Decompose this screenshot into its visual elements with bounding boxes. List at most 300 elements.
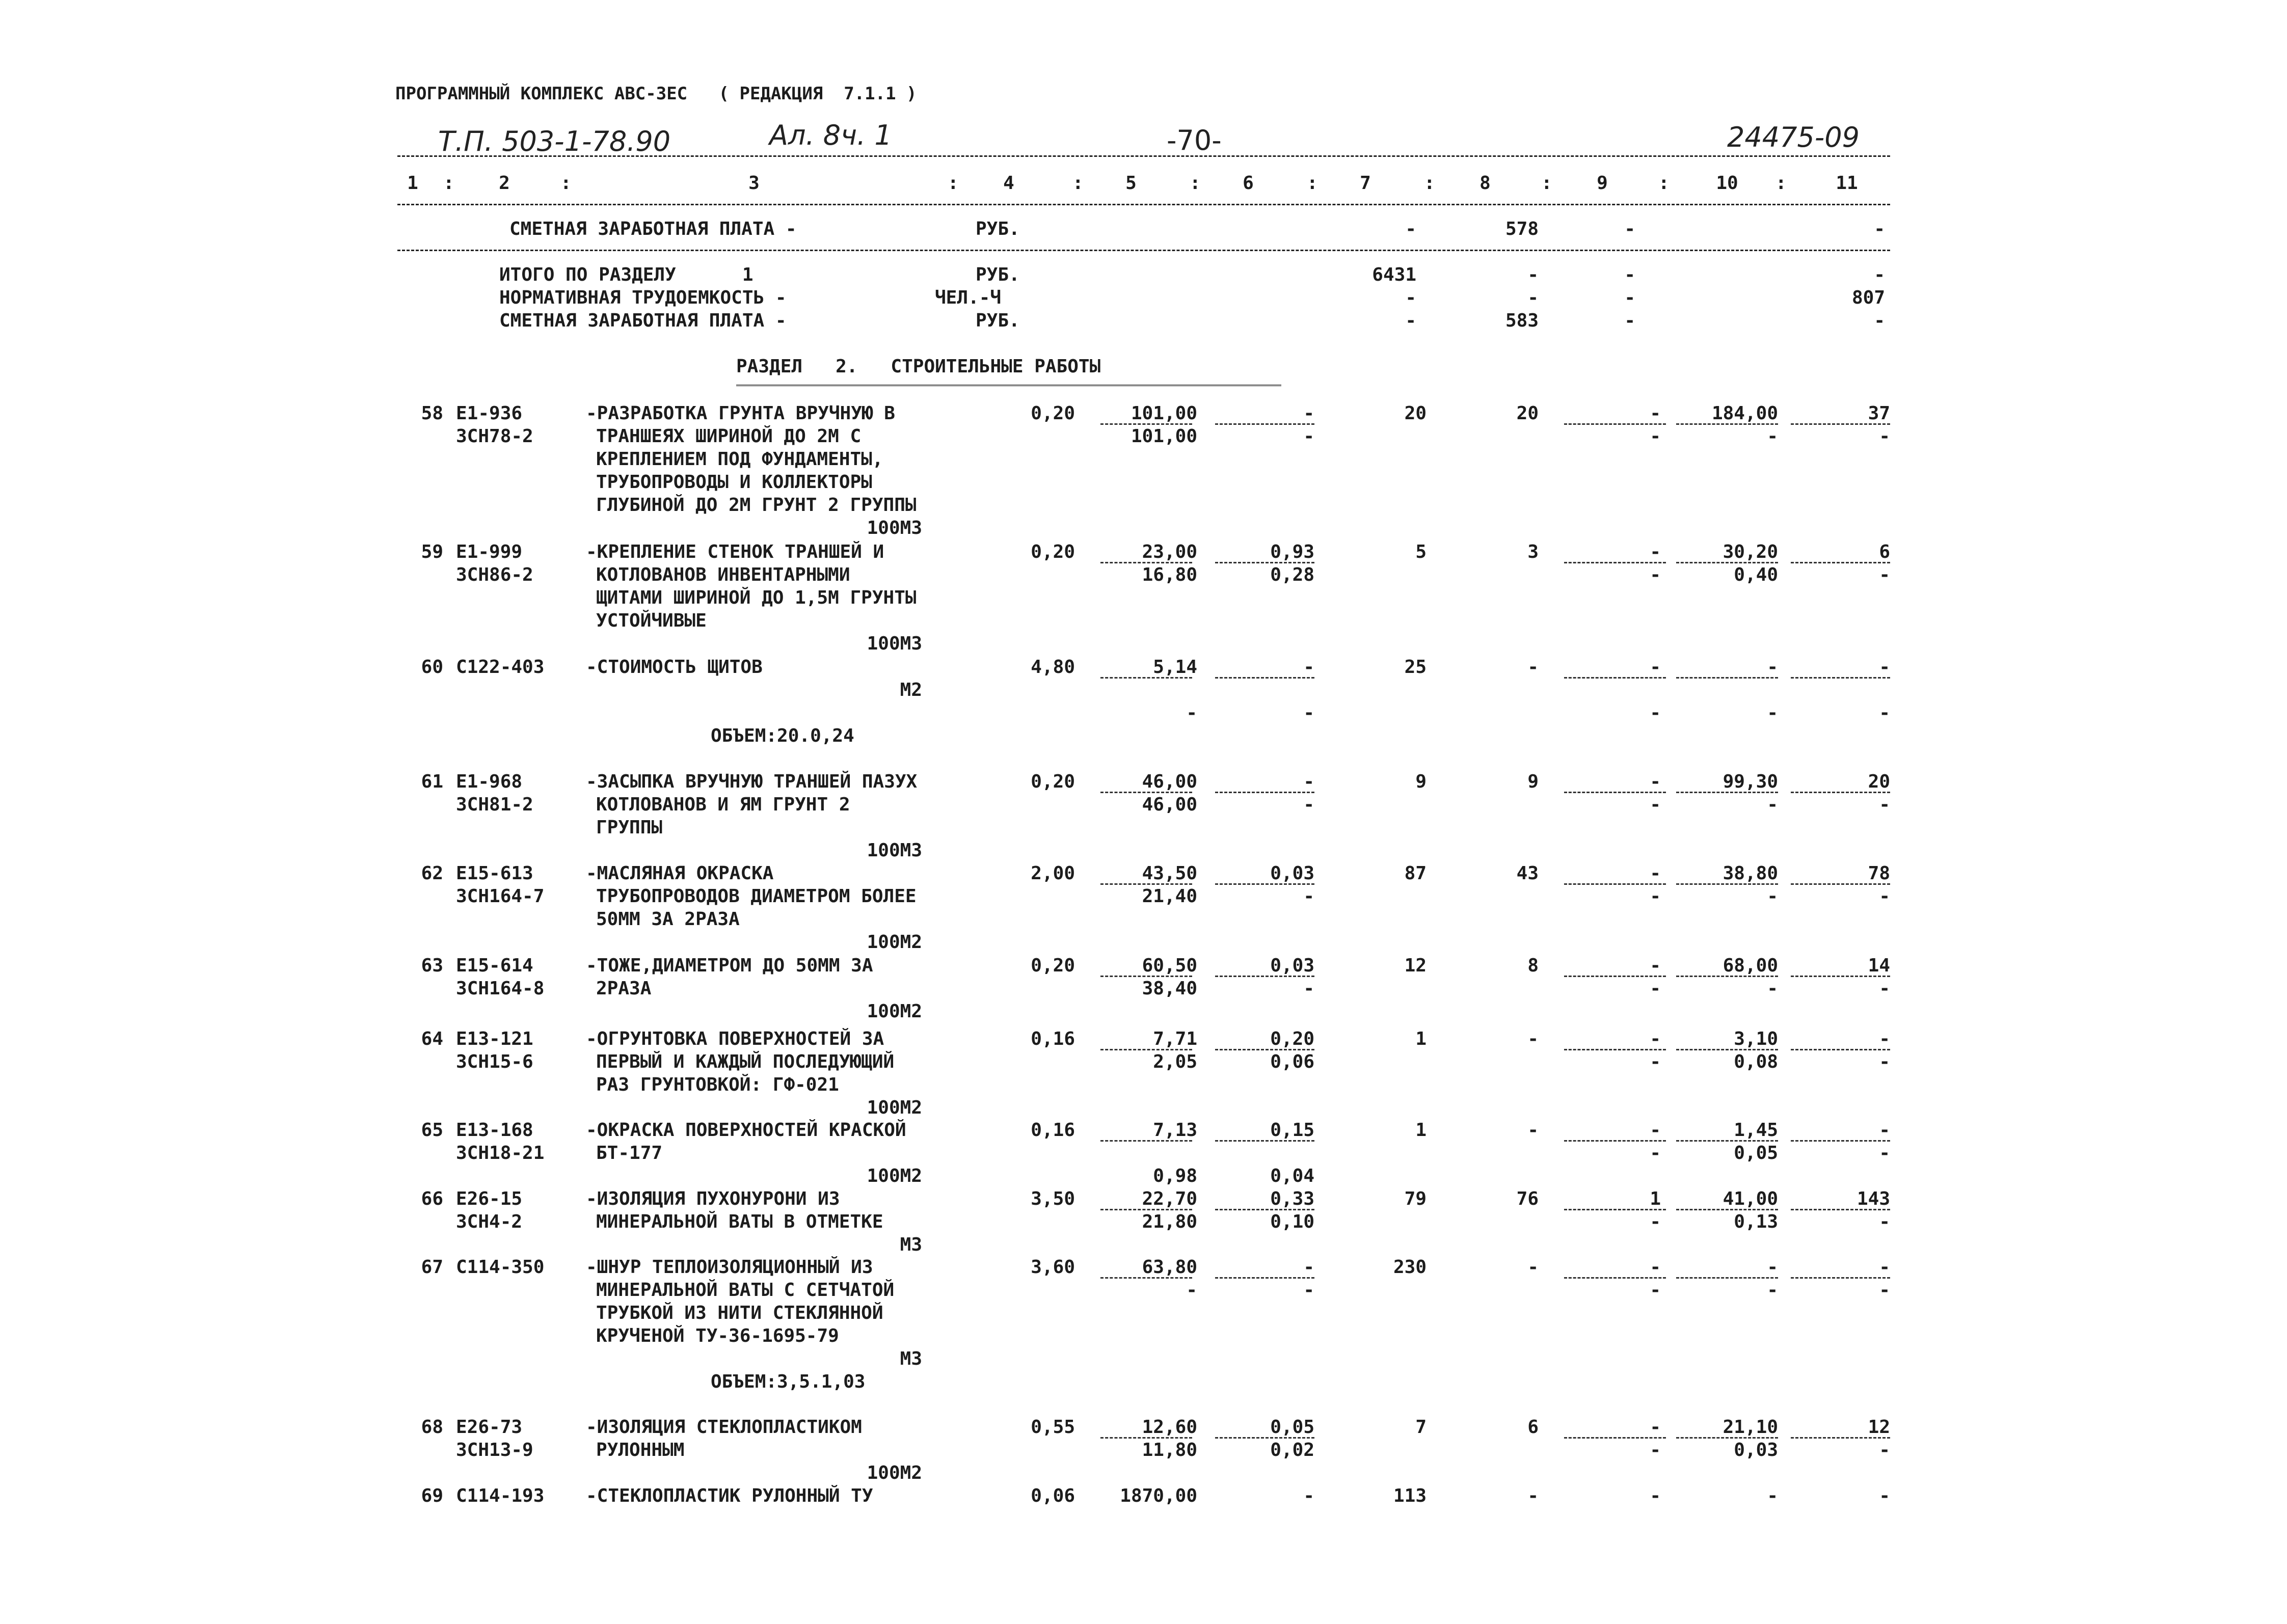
norm-code: 3СН164-7 — [456, 886, 545, 907]
cell-c6: - — [1303, 1257, 1314, 1278]
cell-c8: 20 — [1516, 403, 1539, 424]
cell-c8: 6 — [1527, 1417, 1539, 1438]
description-line: МИНЕРАЛЬНОЙ ВАТЫ С СЕТЧАТОЙ — [596, 1280, 895, 1301]
col-10: 10 — [1716, 173, 1738, 194]
sub-cell-c11b: - — [1879, 564, 1890, 585]
unit-of-measure: 100М2 — [867, 932, 922, 953]
labor-unit: ЧЕЛ.-Ч — [935, 287, 1002, 308]
sub-rule — [1215, 1049, 1314, 1050]
cell-c11: - — [1879, 1028, 1890, 1049]
cell-c5: 7,13 — [1153, 1120, 1197, 1141]
cell-c5: 5,14 — [1153, 657, 1197, 678]
labor-c11: 807 — [1851, 287, 1885, 308]
cell-c5: 43,50 — [1142, 863, 1197, 884]
itogo-label: ИТОГО ПО РАЗДЕЛУ 1 — [499, 264, 754, 285]
row-number: 63 — [421, 955, 443, 976]
sub-cell-c10b: 0,40 — [1734, 564, 1778, 585]
price-code: Е26-73 — [456, 1417, 523, 1438]
cell-c10: 30,20 — [1723, 542, 1778, 562]
col-4: 4 — [1003, 173, 1014, 194]
sub-rule — [1791, 677, 1890, 679]
description-line: УСТОЙЧИВЫЕ — [596, 610, 707, 631]
row-number: 61 — [421, 771, 443, 792]
cell-c9: - — [1650, 1485, 1661, 1506]
cell-c7: 113 — [1393, 1485, 1427, 1506]
norm-code: 3СН15-6 — [456, 1051, 533, 1072]
cell-c4: 0,16 — [1031, 1120, 1075, 1141]
cell-c5: 60,50 — [1142, 955, 1197, 976]
sub-rule — [1100, 976, 1192, 977]
sub-cell-c11b: - — [1879, 794, 1890, 815]
cell-c11: 6 — [1879, 542, 1890, 562]
cell-c6: 0,93 — [1270, 542, 1314, 562]
cell-c11: 12 — [1868, 1417, 1890, 1438]
description-line: -СТОИМОСТЬ ЩИТОВ — [586, 657, 763, 678]
description-line: БТ-177 — [596, 1143, 663, 1163]
unit-of-measure: 100М2 — [867, 1097, 922, 1118]
cell-c7: 7 — [1415, 1417, 1427, 1438]
sub-rule — [1791, 883, 1890, 885]
sub-rule — [1564, 1277, 1666, 1279]
section-title: РАЗДЕЛ 2. СТРОИТЕЛЬНЫЕ РАБОТЫ — [736, 356, 1101, 377]
itogo-c11: - — [1874, 264, 1885, 285]
sub-cell-c6b: - — [1303, 886, 1314, 907]
section-underline — [736, 385, 1281, 386]
sub-cell-c9b: - — [1650, 1051, 1661, 1072]
cell-c10: 99,30 — [1723, 771, 1778, 792]
sub-rule — [1676, 1140, 1778, 1142]
sub-rule — [1676, 1437, 1778, 1439]
price-code: Е1-999 — [456, 542, 523, 562]
cell-c6: - — [1303, 1485, 1314, 1506]
cell-c8: 43 — [1516, 863, 1539, 884]
sub-cell-c5b: 46,00 — [1142, 794, 1197, 815]
cell-c7: 87 — [1404, 863, 1427, 884]
description-line: 2РАЗА — [596, 978, 652, 999]
unit-of-measure: 100М2 — [867, 1166, 922, 1186]
unit-of-measure: 100М2 — [867, 1463, 922, 1483]
sub-cell-c6b: 0,02 — [1270, 1440, 1314, 1460]
sub-rule — [1564, 1049, 1666, 1050]
sub-rule — [1100, 1209, 1192, 1210]
norm-code: 3СН18-21 — [456, 1143, 545, 1163]
description-line: КРУЧЕНОЙ ТУ-36-1695-79 — [596, 1325, 839, 1346]
sub-rule — [1676, 423, 1778, 425]
sub-cell-c5b: 101,00 — [1131, 426, 1197, 447]
description-line: РУЛОННЫМ — [596, 1440, 685, 1460]
description-line: -ИЗОЛЯЦИЯ СТЕКЛОПЛАСТИКОМ — [586, 1417, 862, 1438]
cell-c10: 21,10 — [1723, 1417, 1778, 1438]
description-line: 50ММ ЗА 2РАЗА — [596, 909, 740, 930]
description-line: ТРУБОПРОВОДОВ ДИАМЕТРОМ БОЛЕЕ — [596, 886, 917, 907]
cell-c6: 0,15 — [1270, 1120, 1314, 1141]
description-line: ГЛУБИНОЙ ДО 2М ГРУНТ 2 ГРУППЫ — [596, 495, 917, 516]
album-label: Ал. 8ч. 1 — [769, 119, 892, 151]
price-code: Е13-168 — [456, 1120, 533, 1141]
cell-c9: 1 — [1650, 1188, 1661, 1209]
cell-c7: 12 — [1404, 955, 1427, 976]
volume-note: ОБЪЕМ:3,5.1,03 — [711, 1371, 866, 1392]
sub-cell-c11b: - — [1879, 1143, 1890, 1163]
sub-rule — [1564, 883, 1666, 885]
cell-c7: 9 — [1415, 771, 1427, 792]
sub-rule — [1791, 1049, 1890, 1050]
sub-cell-c11b: - — [1879, 1051, 1890, 1072]
cell-c4: 3,60 — [1031, 1257, 1075, 1278]
sub-rule — [1215, 1437, 1314, 1439]
sub-cell-c6b: 0,28 — [1270, 564, 1314, 585]
sub-rule — [1791, 562, 1890, 563]
cell-c10: 68,00 — [1723, 955, 1778, 976]
sub-cell-c6b: - — [1303, 794, 1314, 815]
sub-rule — [1215, 423, 1314, 425]
sub-cell-c6b: - — [1303, 426, 1314, 447]
sub-rule — [1564, 677, 1666, 679]
wage-c7: - — [1405, 219, 1416, 239]
labor-c8: - — [1527, 287, 1539, 308]
itogo-unit: РУБ. — [976, 264, 1020, 285]
sub-cell-c6b: 0,06 — [1270, 1051, 1314, 1072]
sub-cell-c9b: - — [1650, 1143, 1661, 1163]
sub-rule — [1100, 1140, 1192, 1142]
cell-c8: 76 — [1516, 1188, 1539, 1209]
description-line: ТРУБОПРОВОДЫ И КОЛЛЕКТОРЫ — [596, 472, 872, 493]
cell-c8: - — [1527, 657, 1539, 678]
description-line: -РАЗРАБОТКА ГРУНТА ВРУЧНУЮ В — [586, 403, 895, 424]
document-number: 24475-09 — [1727, 121, 1860, 153]
cell-c4: 0,20 — [1031, 403, 1075, 424]
cell-c4: 0,55 — [1031, 1417, 1075, 1438]
description-line: ПЕРВЫЙ И КАЖДЫЙ ПОСЛЕДУЮЩИЙ — [596, 1051, 895, 1072]
cell-c10: - — [1767, 1485, 1778, 1506]
sub-rule — [1791, 423, 1890, 425]
sub-rule — [1215, 1209, 1314, 1210]
price-code: Е1-968 — [456, 771, 523, 792]
cell-c4: 0,20 — [1031, 955, 1075, 976]
sub-cell-c10b: - — [1767, 702, 1778, 723]
wage2-c11: - — [1874, 310, 1885, 331]
volume-note: ОБЪЕМ:20.0,24 — [711, 725, 854, 746]
sub-cell-c10b: 0,13 — [1734, 1211, 1778, 1232]
sub-rule — [1791, 1140, 1890, 1142]
sub-cell-c5b: 0,98 — [1153, 1166, 1197, 1186]
sub-rule — [1215, 1277, 1314, 1279]
row-number: 66 — [421, 1188, 443, 1209]
wage2-c8: 583 — [1505, 310, 1539, 331]
norm-code: 3СН164-8 — [456, 978, 545, 999]
sub-cell-c9b: - — [1650, 1211, 1661, 1232]
sub-cell-c6b: 0,10 — [1270, 1211, 1314, 1232]
cell-c5: 23,00 — [1142, 542, 1197, 562]
description-line: -МАСЛЯНАЯ ОКРАСКА — [586, 863, 774, 884]
sub-cell-c11b: - — [1879, 886, 1890, 907]
cell-c9: - — [1650, 1257, 1661, 1278]
labor-c7: - — [1405, 287, 1416, 308]
wage-c8: 578 — [1505, 219, 1539, 239]
sub-rule — [1791, 1277, 1890, 1279]
description-line: -ОКРАСКА ПОВЕРХНОСТЕЙ КРАСКОЙ — [586, 1120, 906, 1141]
unit-of-measure: 100М2 — [867, 1001, 922, 1022]
cell-c9: - — [1650, 542, 1661, 562]
wage2-c9: - — [1624, 310, 1635, 331]
cell-c4: 0,06 — [1031, 1485, 1075, 1506]
cell-c9: - — [1650, 657, 1661, 678]
page-number: -70- — [1167, 124, 1222, 156]
col-7: 7 — [1360, 173, 1371, 194]
description-line: МИНЕРАЛЬНОЙ ВАТЫ В ОТМЕТКЕ — [596, 1211, 883, 1232]
wage-unit: РУБ. — [976, 219, 1020, 239]
cell-c10: 1,45 — [1734, 1120, 1778, 1141]
wage2-label: СМЕТНАЯ ЗАРАБОТНАЯ ПЛАТА - — [499, 310, 787, 331]
description-line: КРЕПЛЕНИЕМ ПОД ФУНДАМЕНТЫ, — [596, 449, 883, 470]
sub-cell-c10b: - — [1767, 426, 1778, 447]
cell-c10: 184,00 — [1711, 403, 1778, 424]
row-number: 69 — [421, 1485, 443, 1506]
row-number: 68 — [421, 1417, 443, 1438]
sub-cell-c11b: - — [1879, 702, 1890, 723]
itogo-c7: 6431 — [1372, 264, 1416, 285]
sub-cell-c9b: - — [1650, 426, 1661, 447]
description-line: -СТЕКЛОПЛАСТИК РУЛОННЫЙ ТУ — [586, 1485, 873, 1506]
sub-cell-c9b: - — [1650, 702, 1661, 723]
sub-cell-c6b: - — [1303, 702, 1314, 723]
col-1: 1 — [407, 173, 418, 194]
sub-cell-c11b: - — [1879, 1280, 1890, 1301]
sub-rule — [1564, 423, 1666, 425]
sub-rule — [1564, 562, 1666, 563]
description-line: -ШНУР ТЕПЛОИЗОЛЯЦИОННЫЙ ИЗ — [586, 1257, 873, 1278]
cell-c8: - — [1527, 1257, 1539, 1278]
cell-c5: 7,71 — [1153, 1028, 1197, 1049]
wage-c11: - — [1874, 219, 1885, 239]
sub-cell-c5b: 11,80 — [1142, 1440, 1197, 1460]
sub-cell-c6b: 0,04 — [1270, 1166, 1314, 1186]
price-code: С114-193 — [456, 1485, 545, 1506]
sub-rule — [1791, 1209, 1890, 1210]
cell-c5: 1870,00 — [1120, 1485, 1197, 1506]
wage-label: СМЕТНАЯ ЗАРАБОТНАЯ ПЛАТА - — [509, 219, 797, 239]
price-code: Е1-936 — [456, 403, 523, 424]
unit-of-measure: М3 — [900, 1234, 922, 1255]
program-title: ПРОГРАММНЫЙ КОМПЛЕКС АВС-3ЕС ( РЕДАКЦИЯ 7.1.1 ) — [395, 84, 917, 104]
cell-c4: 0,20 — [1031, 542, 1075, 562]
sub-cell-c9b: - — [1650, 1440, 1661, 1460]
cell-c9: - — [1650, 1120, 1661, 1141]
sub-rule — [1791, 792, 1890, 793]
cell-c10: 3,10 — [1734, 1028, 1778, 1049]
col-8: 8 — [1479, 173, 1491, 194]
description-line: КОТЛОВАНОВ И ЯМ ГРУНТ 2 — [596, 794, 850, 815]
sub-cell-c10b: - — [1767, 978, 1778, 999]
sub-cell-c9b: - — [1650, 1280, 1661, 1301]
description-line: ТРУБКОЙ ИЗ НИТИ СТЕКЛЯННОЙ — [596, 1303, 883, 1323]
description-line: -ЗАСЫПКА ВРУЧНУЮ ТРАНШЕЙ ПАЗУХ — [586, 771, 918, 792]
cell-c11: 143 — [1856, 1188, 1890, 1209]
col-3: 3 — [748, 173, 760, 194]
description-line: КОТЛОВАНОВ ИНВЕНТАРНЫМИ — [596, 564, 850, 585]
sub-cell-c5b: 16,80 — [1142, 564, 1197, 585]
cell-c8: 8 — [1527, 955, 1539, 976]
sub-rule — [1100, 883, 1192, 885]
col-11: 11 — [1836, 173, 1858, 194]
col-6: 6 — [1243, 173, 1254, 194]
sub-rule — [1676, 883, 1778, 885]
sub-rule — [1676, 976, 1778, 977]
sub-rule — [1100, 423, 1192, 425]
cell-c4: 0,20 — [1031, 771, 1075, 792]
norm-code: 3СН86-2 — [456, 564, 533, 585]
cell-c5: 46,00 — [1142, 771, 1197, 792]
labor-label: НОРМАТИВНАЯ ТРУДОЕМКОСТЬ - — [499, 287, 787, 308]
cell-c4: 2,00 — [1031, 863, 1075, 884]
description-line: РАЗ ГРУНТОВКОЙ: ГФ-021 — [596, 1074, 839, 1095]
sub-cell-c5b: 2,05 — [1153, 1051, 1197, 1072]
sub-cell-c9b: - — [1650, 978, 1661, 999]
cell-c10: 41,00 — [1723, 1188, 1778, 1209]
header-rule — [397, 155, 1890, 157]
sub-rule — [1215, 677, 1314, 679]
sub-rule — [1100, 792, 1192, 793]
row-number: 67 — [421, 1257, 443, 1278]
sub-cell-c10b: 0,03 — [1734, 1440, 1778, 1460]
labor-c9: - — [1624, 287, 1635, 308]
cell-c6: 0,33 — [1270, 1188, 1314, 1209]
sub-cell-c9b: - — [1650, 794, 1661, 815]
cell-c10: 38,80 — [1723, 863, 1778, 884]
cell-c10: - — [1767, 1257, 1778, 1278]
cell-c11: - — [1879, 1257, 1890, 1278]
sub-rule — [1100, 1277, 1192, 1279]
description-line: -ОГРУНТОВКА ПОВЕРХНОСТЕЙ ЗА — [586, 1028, 884, 1049]
sub-rule — [1100, 677, 1192, 679]
cell-c8: 9 — [1527, 771, 1539, 792]
unit-of-measure: М2 — [900, 680, 922, 700]
sub-cell-c9b: - — [1650, 564, 1661, 585]
sub-rule — [1100, 562, 1192, 563]
sub-cell-c10b: 0,05 — [1734, 1143, 1778, 1163]
cell-c8: - — [1527, 1485, 1539, 1506]
sub-cell-c11b: - — [1879, 1440, 1890, 1460]
sub-rule — [1676, 792, 1778, 793]
wage-c9: - — [1624, 219, 1635, 239]
cell-c7: 79 — [1404, 1188, 1427, 1209]
sub-cell-c9b: - — [1650, 886, 1661, 907]
cell-c6: - — [1303, 403, 1314, 424]
description-line: ТРАНШЕЯХ ШИРИНОЙ ДО 2М С — [596, 426, 862, 447]
wage2-unit: РУБ. — [976, 310, 1020, 331]
cell-c9: - — [1650, 955, 1661, 976]
norm-code: 3СН78-2 — [456, 426, 533, 447]
sub-rule — [1676, 1277, 1778, 1279]
unit-of-measure: М3 — [900, 1348, 922, 1369]
col-9: 9 — [1597, 173, 1608, 194]
cell-c6: 0,05 — [1270, 1417, 1314, 1438]
cell-c7: 20 — [1404, 403, 1427, 424]
sub-cell-c6b: - — [1303, 978, 1314, 999]
description-line: -ИЗОЛЯЦИЯ ПУХОНУРОНИ ИЗ — [586, 1188, 840, 1209]
sub-rule — [1564, 1437, 1666, 1439]
unit-of-measure: 100М3 — [867, 633, 922, 654]
description-line: ГРУППЫ — [596, 817, 663, 838]
itogo-c8: - — [1527, 264, 1539, 285]
sub-rule — [1215, 562, 1314, 563]
description-line: -КРЕПЛЕНИЕ СТЕНОК ТРАНШЕЙ И — [586, 542, 884, 562]
cell-c11: 20 — [1868, 771, 1890, 792]
cell-c9: - — [1650, 863, 1661, 884]
sub-rule — [1676, 1049, 1778, 1050]
price-code: С122-403 — [456, 657, 545, 678]
project-number: Т.П. 503-1-78.90 — [438, 125, 671, 157]
sub-rule — [1215, 976, 1314, 977]
cell-c11: 78 — [1868, 863, 1890, 884]
sub-cell-c10b: - — [1767, 886, 1778, 907]
sub-rule — [1564, 792, 1666, 793]
estimate-sheet: ПРОГРАММНЫЙ КОМПЛЕКС АВС-3ЕС ( РЕДАКЦИЯ 7.1.1 ) Т.П. 503-1-78.90 Ал. 8ч. 1 -70- 24475-09 1 2 3 4 5 6 7 8 9 10 11 : : : : : : : : : : СМЕТНАЯ ЗАРАБОТНАЯ ПЛАТА - РУБ. - 578 - - ИТОГО ПО РАЗДЕЛУ 1 РУБ. 6431 - - - НОРМАТИВНАЯ ТРУДОЕМКОСТЬ - ЧЕЛ.-Ч - - - 807 СМЕТНАЯ ЗАРАБОТНАЯ ПЛАТА - РУБ. - 583 - - РАЗДЕЛ 2. СТРОИТЕЛЬНЫЕ РАБОТЫ 58 Е1-936 3СН78-2 -РАЗРАБОТКА ГРУНТА ВРУЧНУЮ В ТРАНШЕЯХ ШИРИНОЙ ДО 2М С КРЕПЛЕНИЕМ ПОД ФУНДАМЕНТЫ, ТРУБОПРОВОДЫ И КОЛЛЕКТОРЫ ГЛУБИНОЙ ДО 2М ГРУНТ 2 ГРУППЫ 100М3 0,20 101,00 - 20 20 - 184,00 37 101,00 - - - - 59 Е1-999 3СН86-2 -КРЕПЛЕНИЕ СТЕНОК ТРАНШЕЙ И КОТЛОВАНОВ ИНВЕНТАРНЫМИ ЩИТАМИ ШИРИНОЙ ДО 1,5М ГРУНТЫ УСТОЙЧИВЫЕ 100М3 0,20 23,00 0,93 5 3 - 30,20 6 16,80 0,28 - 0,40 - 60 С122-403 -СТОИМОСТЬ ЩИТОВ М2 ОБЪЕМ:20.0,24 4,80 5,14 - 25 - - - - - - - - - 61 Е1-968 3СН81-2 -ЗАСЫПКА ВРУЧНУЮ ТРАНШЕЙ ПАЗУХ КОТЛОВАНОВ И ЯМ ГРУНТ 2 ГРУППЫ 100М3 0,20 46,00 - 9 9 - 99,30 20 46,00 - - - - 62 Е15-613 3СН164-7 -МАСЛЯНАЯ ОКРАСКА ТРУБОПРОВОДОВ ДИАМЕТРОМ БОЛЕЕ 50ММ ЗА 2РАЗА 100М2 2,00 43,50 0,03 87 43 - 38,80 78 21,40 - - - - 63 Е15-614 3СН164-8 -ТОЖЕ,ДИАМЕТРОМ ДО 50ММ ЗА 2РАЗА 100М2 0,20 60,50 0,03 12 8 - 68,00 14 38,40 - - - - 64 Е13-121 3СН15-6 -ОГРУНТОВКА ПОВЕРХНОСТЕЙ ЗА ПЕРВЫЙ И КАЖДЫЙ ПОСЛЕДУЮЩИЙ РАЗ ГРУНТОВКОЙ: ГФ-021 100М2 0,16 7,71 0,20 1 - - 3,10 - 2,05 0,06 - 0,08 - 65 Е13-168 3СН18-21 -ОКРАСКА ПОВЕРХНОСТЕЙ КРАСКОЙ БТ-177 100М2 0,16 7,13 0,15 1 - - 1,45 - 0,98 0,04 - 0,05 - 66 Е26-15 3СН4-2 -ИЗОЛЯЦИЯ ПУХОНУРОНИ ИЗ МИНЕРАЛЬНОЙ ВАТЫ В ОТМЕТКЕ М3 3,50 22,70 0,33 79 76 1 41,00 143 21,80 0,10 - 0,13 - 67 С114-350 -ШНУР ТЕПЛОИЗОЛЯЦИОННЫЙ ИЗ МИНЕРАЛЬНОЙ ВАТЫ С СЕТЧАТОЙ ТРУБКОЙ ИЗ НИТИ СТЕКЛЯННОЙ КРУЧЕНОЙ ТУ-36-1695-79 М3 ОБЪЕМ:3,5.1,03 3,60 63,80 - 230 - - - - - - - - - 68 Е26-73 3СН13-9 -ИЗОЛЯЦИЯ СТЕКЛОПЛАСТИКОМ РУЛОННЫМ 100М2 0,55 12,60 0,05 7 6 - 21,10 12 11,80 0,02 - 0,03 - 69 С114-193 -СТЕКЛОПЛАСТИК РУЛОННЫЙ ТУ 0,06 1870,00 - 113 - - - - — [395, 84, 1890, 1506]
sub-rule — [1676, 677, 1778, 679]
wage2-c7: - — [1405, 310, 1416, 331]
cell-c5: 101,00 — [1131, 403, 1197, 424]
sub-cell-c10b: - — [1767, 794, 1778, 815]
cell-c4: 0,16 — [1031, 1028, 1075, 1049]
cell-c9: - — [1650, 403, 1661, 424]
price-code: Е26-15 — [456, 1188, 523, 1209]
row-number: 62 — [421, 863, 443, 884]
cell-c6: - — [1303, 771, 1314, 792]
description-line: -ТОЖЕ,ДИАМЕТРОМ ДО 50ММ ЗА — [586, 955, 873, 976]
sub-cell-c5b: 21,80 — [1142, 1211, 1197, 1232]
sub-cell-c5b: 21,40 — [1142, 886, 1197, 907]
row-number: 64 — [421, 1028, 443, 1049]
unit-of-measure: 100М3 — [867, 840, 922, 861]
row-number: 65 — [421, 1120, 443, 1141]
col-2: 2 — [499, 173, 510, 194]
price-code: Е15-613 — [456, 863, 533, 884]
row-number: 59 — [421, 542, 443, 562]
cell-c5: 22,70 — [1142, 1188, 1197, 1209]
sub-rule — [1215, 792, 1314, 793]
sub-rule — [1215, 1140, 1314, 1142]
cell-c10: - — [1767, 657, 1778, 678]
col-5: 5 — [1125, 173, 1137, 194]
cell-c5: 12,60 — [1142, 1417, 1197, 1438]
row-number: 58 — [421, 403, 443, 424]
columns-rule — [397, 204, 1890, 205]
cell-c11: 14 — [1868, 955, 1890, 976]
cell-c6: 0,03 — [1270, 863, 1314, 884]
norm-code: 3СН13-9 — [456, 1440, 533, 1460]
cell-c8: 3 — [1527, 542, 1539, 562]
unit-of-measure: 100М3 — [867, 518, 922, 538]
cell-c9: - — [1650, 1028, 1661, 1049]
cell-c7: 1 — [1415, 1028, 1427, 1049]
sub-cell-c10b: - — [1767, 1280, 1778, 1301]
cell-c11: 37 — [1868, 403, 1890, 424]
cell-c4: 3,50 — [1031, 1188, 1075, 1209]
sub-rule — [1215, 883, 1314, 885]
price-code: Е15-614 — [456, 955, 533, 976]
sub-cell-c6b: - — [1303, 1280, 1314, 1301]
sub-cell-c11b: - — [1879, 1211, 1890, 1232]
cell-c11: - — [1879, 1485, 1890, 1506]
row-number: 60 — [421, 657, 443, 678]
cell-c7: 230 — [1393, 1257, 1427, 1278]
sub-cell-c5b: 38,40 — [1142, 978, 1197, 999]
sub-cell-c5b: - — [1186, 702, 1197, 723]
cell-c7: 25 — [1404, 657, 1427, 678]
cell-c8: - — [1527, 1120, 1539, 1141]
norm-code: 3СН81-2 — [456, 794, 533, 815]
cell-c11: - — [1879, 657, 1890, 678]
